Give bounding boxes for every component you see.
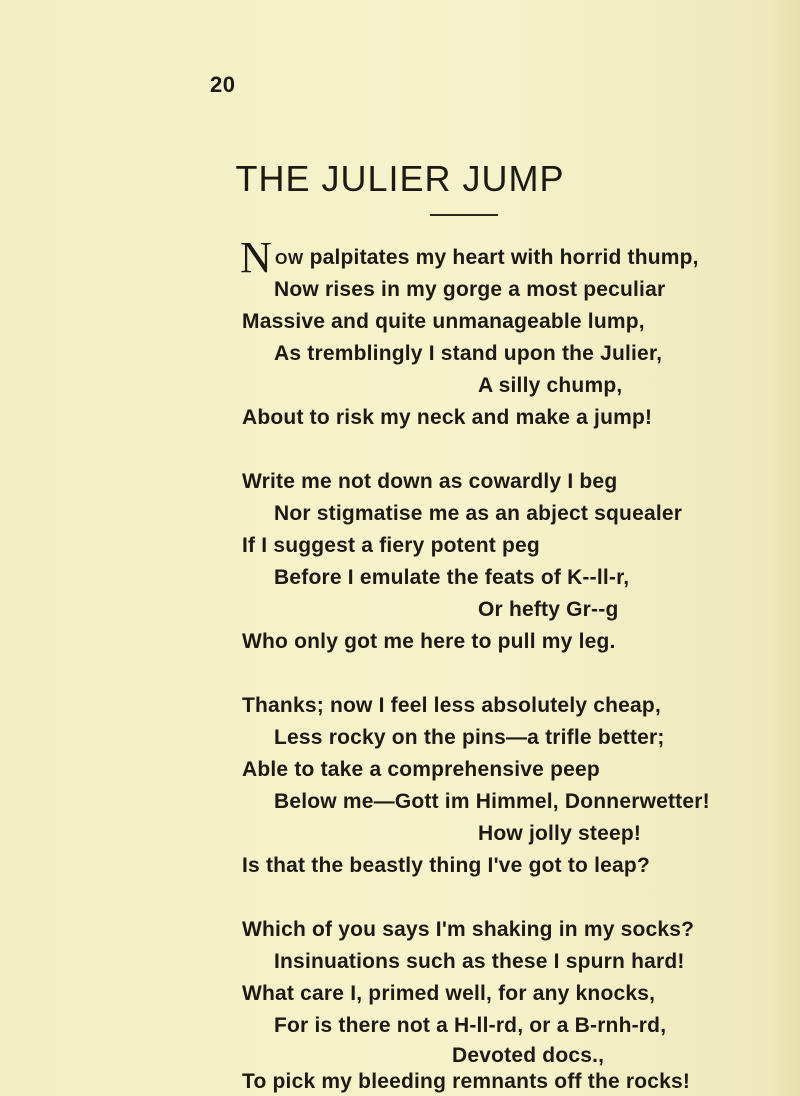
- poem-line: For is there not a H-ll-rd, or a B-rnh-rd,: [274, 1014, 667, 1037]
- poem-line: Less rocky on the pins—a trifle better;: [274, 726, 665, 749]
- poem-line: Write me not down as cowardly I beg: [242, 470, 618, 493]
- title-divider: [430, 214, 498, 216]
- drop-cap: N: [240, 233, 272, 282]
- poem-line: Nor stigmatise me as an abject squealer: [274, 502, 683, 525]
- poem-line: Devoted docs.,: [452, 1044, 605, 1067]
- poem-line: Insinuations such as these I spurn hard!: [274, 950, 685, 973]
- poem-line: Or hefty Gr--g: [478, 598, 619, 621]
- poem-line: Before I emulate the feats of K--ll-r,: [274, 566, 630, 589]
- poem-line: [275, 246, 699, 272]
- poem-line: Is that the beastly thing I've got to leap?: [242, 854, 650, 877]
- first-word-smallcaps: OW: [275, 251, 304, 268]
- poem-line: As tremblingly I stand upon the Julier,: [274, 342, 663, 365]
- poem-line: How jolly steep!: [478, 822, 642, 845]
- first-line-rest: palpitates my heart with horrid thump,: [303, 246, 699, 269]
- poem-line: Thanks; now I feel less absolutely cheap,: [242, 694, 661, 717]
- poem-line: Who only got me here to pull my leg.: [242, 630, 616, 653]
- poem-line: What care I, primed well, for any knocks,: [242, 982, 656, 1005]
- poem-line: If I suggest a fiery potent peg: [242, 534, 540, 557]
- poem-line: Below me—Gott im Himmel, Donnerwetter!: [274, 790, 710, 813]
- poem-line: Massive and quite unmanageable lump,: [242, 310, 645, 333]
- page-number: 20: [210, 72, 236, 97]
- poem-line: A silly chump,: [478, 374, 623, 397]
- poem-line: About to risk my neck and make a jump!: [242, 406, 653, 429]
- poem-line: To pick my bleeding remnants off the rocks!: [242, 1070, 691, 1093]
- poem-line: Now rises in my gorge a most peculiar: [274, 278, 666, 301]
- poem-line: Able to take a comprehensive peep: [242, 758, 600, 781]
- poem-title: THE JULIER JUMP: [235, 158, 565, 199]
- poem-line: Which of you says I'm shaking in my socks?: [242, 918, 695, 941]
